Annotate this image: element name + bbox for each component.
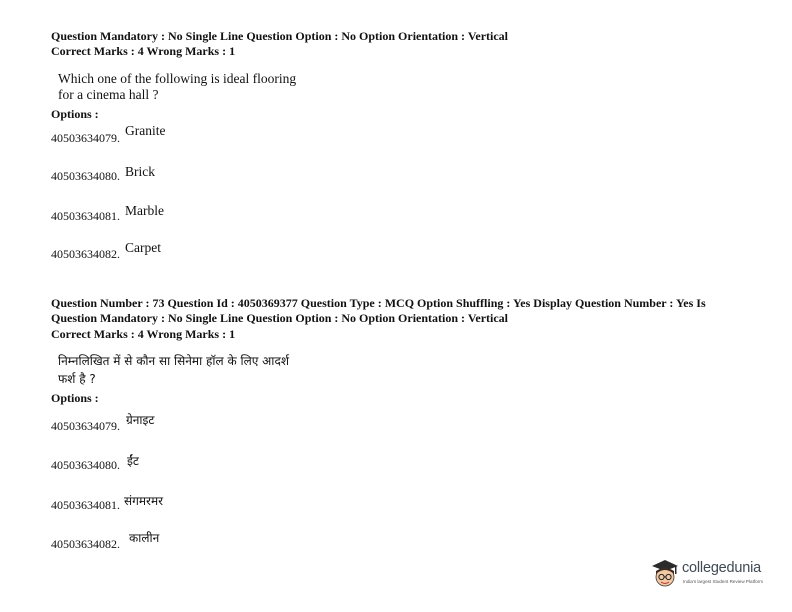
- q73-option-2-id: 40503634080.: [51, 458, 120, 472]
- q73-marks-line: Correct Marks : 4 Wrong Marks : 1: [51, 327, 236, 341]
- q72-option-3-id: 40503634081.: [51, 209, 120, 223]
- q72-option-1-id: 40503634079.: [51, 131, 120, 145]
- q73-option-3-text: संगमरमर: [124, 494, 164, 508]
- q72-marks-line: Correct Marks : 4 Wrong Marks : 1: [51, 44, 236, 58]
- q72-option-4-text: Carpet: [125, 240, 161, 255]
- q73-option-4-id: 40503634082.: [51, 537, 120, 551]
- q72-options-label: Options :: [51, 107, 99, 121]
- q73-header-line1: Question Number : 73 Question Id : 4050369377 Question Type : MCQ Option Shuffling : Yes Display Question Number : Yes Is: [51, 296, 706, 310]
- q72-header-line1: Question Mandatory : No Single Line Question Option : No Option Orientation : Vertical: [51, 29, 509, 43]
- brand-name: collegedunia: [682, 560, 762, 576]
- brand-tagline: India's largest Student Review Platform: [683, 579, 764, 584]
- q73-option-4-text: कालीन: [129, 531, 160, 545]
- q72-question-line2: for a cinema hall ?: [58, 87, 159, 102]
- q72-question-line1: Which one of the following is ideal flooring: [58, 71, 297, 86]
- q73-question-line1: निम्नलिखित में से कौन सा सिनेमा हॉल के लिए आदर्श: [58, 354, 289, 368]
- q73-question-line2: फर्श है ?: [58, 372, 96, 386]
- q73-options-label: Options :: [51, 391, 99, 405]
- q73-option-2-text: ईंट: [127, 454, 139, 468]
- q73-option-1-text: ग्रेनाइट: [126, 413, 155, 427]
- q72-option-1-text: Granite: [125, 123, 166, 138]
- q72-option-2-id: 40503634080.: [51, 169, 120, 183]
- q73-option-3-id: 40503634081.: [51, 498, 120, 512]
- q72-option-4-id: 40503634082.: [51, 247, 120, 261]
- q72-option-2-text: Brick: [125, 164, 155, 179]
- q72-option-3-text: Marble: [125, 203, 164, 218]
- q73-option-1-id: 40503634079.: [51, 419, 120, 433]
- graduate-mascot-icon: [650, 558, 680, 590]
- q73-header-line2: Question Mandatory : No Single Line Question Option : No Option Orientation : Vertical: [51, 311, 509, 325]
- collegedunia-watermark: [650, 556, 780, 592]
